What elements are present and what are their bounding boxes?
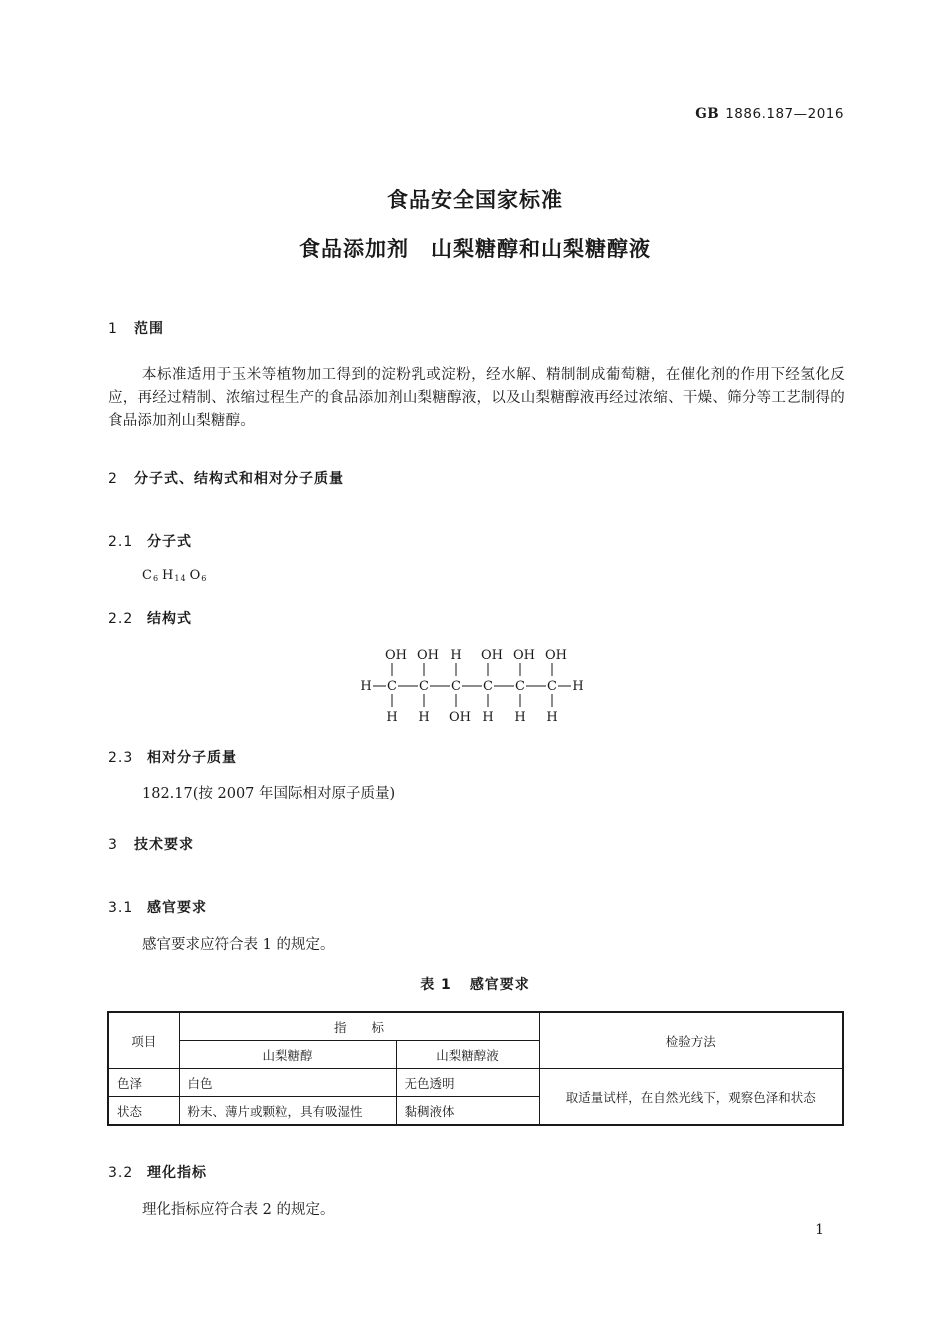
atom-carbon: C [451,679,461,694]
section-title: 结构式 [147,611,192,627]
standard-number [695,106,844,122]
table-row [108,1069,843,1097]
molecular-formula: $C_6$ $H_{14}$ $O_6$ [142,568,208,583]
atom-bottom: H [386,710,398,725]
standard-code: 1886.187—2016 [725,106,844,122]
section-1-body: 本标准适用于玉米等植物加工得到的淀粉乳或淀粉，经水解、精制制成葡萄糖，在催化剂的作用下经氢化反应，再经过精制、浓缩过程生产的食品添加剂山梨糖醇液，以及山梨糖醇液再经过浓缩、干燥、筛分等工艺制得的食品添加剂山梨糖醇。 [108,367,845,429]
col-header-index: 指 标 [179,1012,539,1041]
section-3-2-heading [108,1162,207,1182]
atom-carbon: C [515,679,525,694]
section-number: 2 [108,471,118,487]
section-title: 相对分子质量 [147,750,237,766]
section-3-1-heading [108,897,207,917]
section-title: 分子式 [147,534,192,550]
section-3-1-body: 感官要求应符合表 1 的规定。 [142,937,335,953]
section-2-3-heading [108,747,237,767]
table-caption-title: 感官要求 [469,977,530,993]
atom-top: OH [513,648,535,663]
table-cell-item: 状态 [108,1097,179,1126]
atom-top: H [450,648,462,663]
atom-carbon: C [419,679,429,694]
atom-carbon: C [547,679,557,694]
section-3-heading [108,834,194,854]
structural-formula [350,640,600,730]
section-number: 3.1 [108,900,134,916]
section-title: 感官要求 [147,900,207,916]
col-header-method: 检验方法 [539,1012,843,1069]
atom-bottom: OH [449,710,471,725]
section-title: 技术要求 [134,837,194,853]
section-2-1-heading [108,531,192,551]
col-header-sorbitol: 山梨糖醇 [179,1041,396,1069]
table-cell-sorbitol: 白色 [179,1069,396,1097]
standard-prefix: GB [695,106,720,122]
table-cell-item: 色泽 [108,1069,179,1097]
atom-bottom: H [546,710,558,725]
section-2-heading [108,468,344,488]
atom-top: OH [385,648,407,663]
col-header-sorbitol-liquid: 山梨糖醇液 [396,1041,539,1069]
atom-h-right: H [572,679,584,694]
table-header-row [108,1012,843,1041]
section-number: 2.1 [108,534,134,550]
atom-top: OH [417,648,439,663]
table-cell-sorbitol-liquid: 无色透明 [396,1069,539,1097]
section-1-heading [108,318,164,338]
atom-carbon: C [387,679,397,694]
section-title: 理化指标 [147,1165,207,1181]
table-1 [107,1011,844,1126]
table-caption-number: 表 1 [420,977,452,993]
atom-top: OH [481,648,503,663]
section-3-2-body: 理化指标应符合表 2 的规定。 [142,1202,335,1218]
section-number: 3.2 [108,1165,134,1181]
page-number: 1 [815,1222,824,1238]
table-cell-method: 取适量试样，在自然光线下，观察色泽和状态 [539,1069,843,1126]
section-number: 2.3 [108,750,134,766]
document-subtitle: 食品添加剂 山梨糖醇和山梨糖醇液 [299,237,651,261]
document-title: 食品安全国家标准 [387,188,563,212]
section-title: 分子式、结构式和相对分子质量 [134,471,344,487]
table-cell-sorbitol-liquid: 黏稠液体 [396,1097,539,1126]
atom-bottom: H [482,710,494,725]
atom-bottom: H [418,710,430,725]
section-number: 2.2 [108,611,134,627]
section-number: 3 [108,837,118,853]
table-1-caption [0,974,950,994]
section-number: 1 [108,321,118,337]
atom-top: OH [545,648,567,663]
atom-carbon: C [483,679,493,694]
section-title: 范围 [134,321,164,337]
table-cell-sorbitol: 粉末、薄片或颗粒，具有吸湿性 [179,1097,396,1126]
atom-h-left: H [360,679,372,694]
molecular-mass: 182.17(按 2007 年国际相对原子质量) [142,786,396,802]
atom-bottom: H [514,710,526,725]
col-header-item: 项目 [108,1012,179,1069]
section-2-2-heading [108,608,192,628]
